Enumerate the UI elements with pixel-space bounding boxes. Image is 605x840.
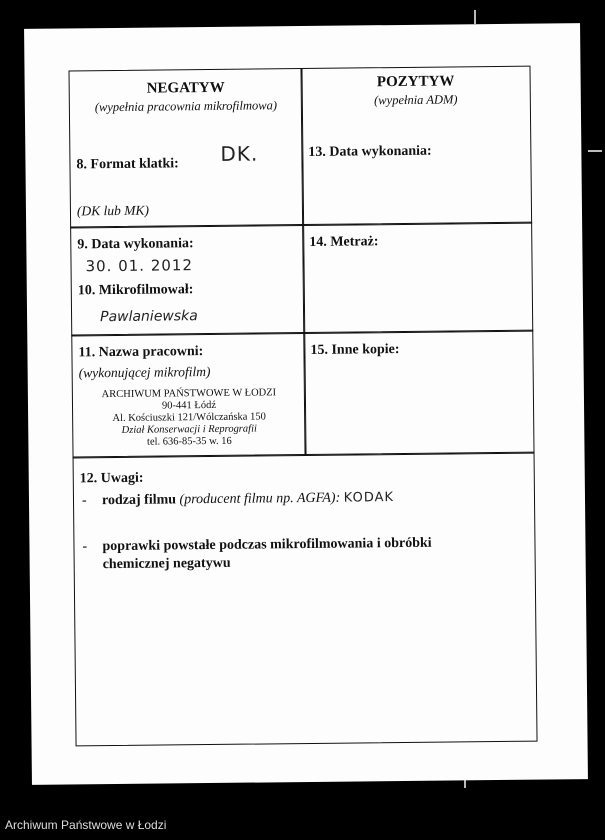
pozytyw-subtitle: (wypełnia ADM) — [374, 92, 458, 108]
corrections-line: poprawki powstałe podczas mikrofilmowania i obróbki — [102, 535, 432, 555]
negatyw-subtitle: (wypełnia pracownia mikrofilmowa) — [94, 98, 278, 115]
film-edge-mark — [474, 10, 476, 24]
execution-section — [70, 224, 305, 336]
pracownia-label: 11. Nazwa pracowni: — [78, 344, 204, 361]
film-type-label: rodzaj filmu — [101, 492, 177, 509]
metraz-label: 14. Metraż: — [309, 234, 379, 250]
inne-kopie-section — [303, 330, 534, 456]
operator-signature: Pawlaniewska — [99, 308, 198, 326]
corrections-line: chemicznej negatywu — [102, 555, 231, 573]
bullet: - — [81, 493, 87, 509]
stamp-line: Al. Kościuszki 121/Wólczańska 150 — [112, 411, 266, 425]
pracownia-hint: (wykonującej mikrofilm) — [78, 363, 211, 381]
pozytyw-date-label: 13. Data wykonania: — [308, 143, 432, 160]
microfilm-record-card — [24, 23, 588, 785]
film-type-value: KODAK — [343, 490, 395, 506]
execution-date-value: 30. 01. 2012 — [85, 256, 194, 276]
pozytyw-section — [300, 66, 532, 226]
stamp-line: Dział Konserwacji i Reprografii — [121, 423, 257, 436]
stamp — [73, 387, 306, 449]
execution-date-label: 9. Data wykonania: — [77, 236, 194, 253]
negatyw-title: NEGATYW — [146, 79, 225, 97]
metraz-section — [302, 222, 533, 334]
film-edge-mark — [588, 150, 602, 152]
stamp-line: tel. 636-85-35 w. 16 — [146, 435, 232, 448]
negatyw-section — [68, 68, 304, 228]
film-type-hint: (producent filmu np. AGFA): — [179, 490, 341, 508]
pozytyw-title: POZYTYW — [376, 73, 455, 91]
pracownia-section — [71, 332, 306, 458]
uwagi-label: 12. Uwagi: — [79, 470, 144, 487]
archive-footer: Archiwum Państwowe w Łodzi — [5, 818, 167, 832]
bullet: - — [82, 539, 88, 555]
stamp-line: 90-441 Łódź — [161, 399, 217, 412]
film-type-line — [102, 490, 394, 509]
format-label: 8. Format klatki: — [76, 156, 179, 173]
format-hint: (DK lub MK) — [76, 202, 150, 219]
operator-label: 10. Mikrofilmował: — [77, 282, 194, 299]
stamp-line: ARCHIWUM PAŃSTWOWE W ŁODZI — [101, 387, 277, 401]
inne-kopie-label: 15. Inne kopie: — [310, 342, 400, 358]
uwagi-section — [73, 452, 538, 747]
format-value: DK. — [220, 141, 259, 166]
